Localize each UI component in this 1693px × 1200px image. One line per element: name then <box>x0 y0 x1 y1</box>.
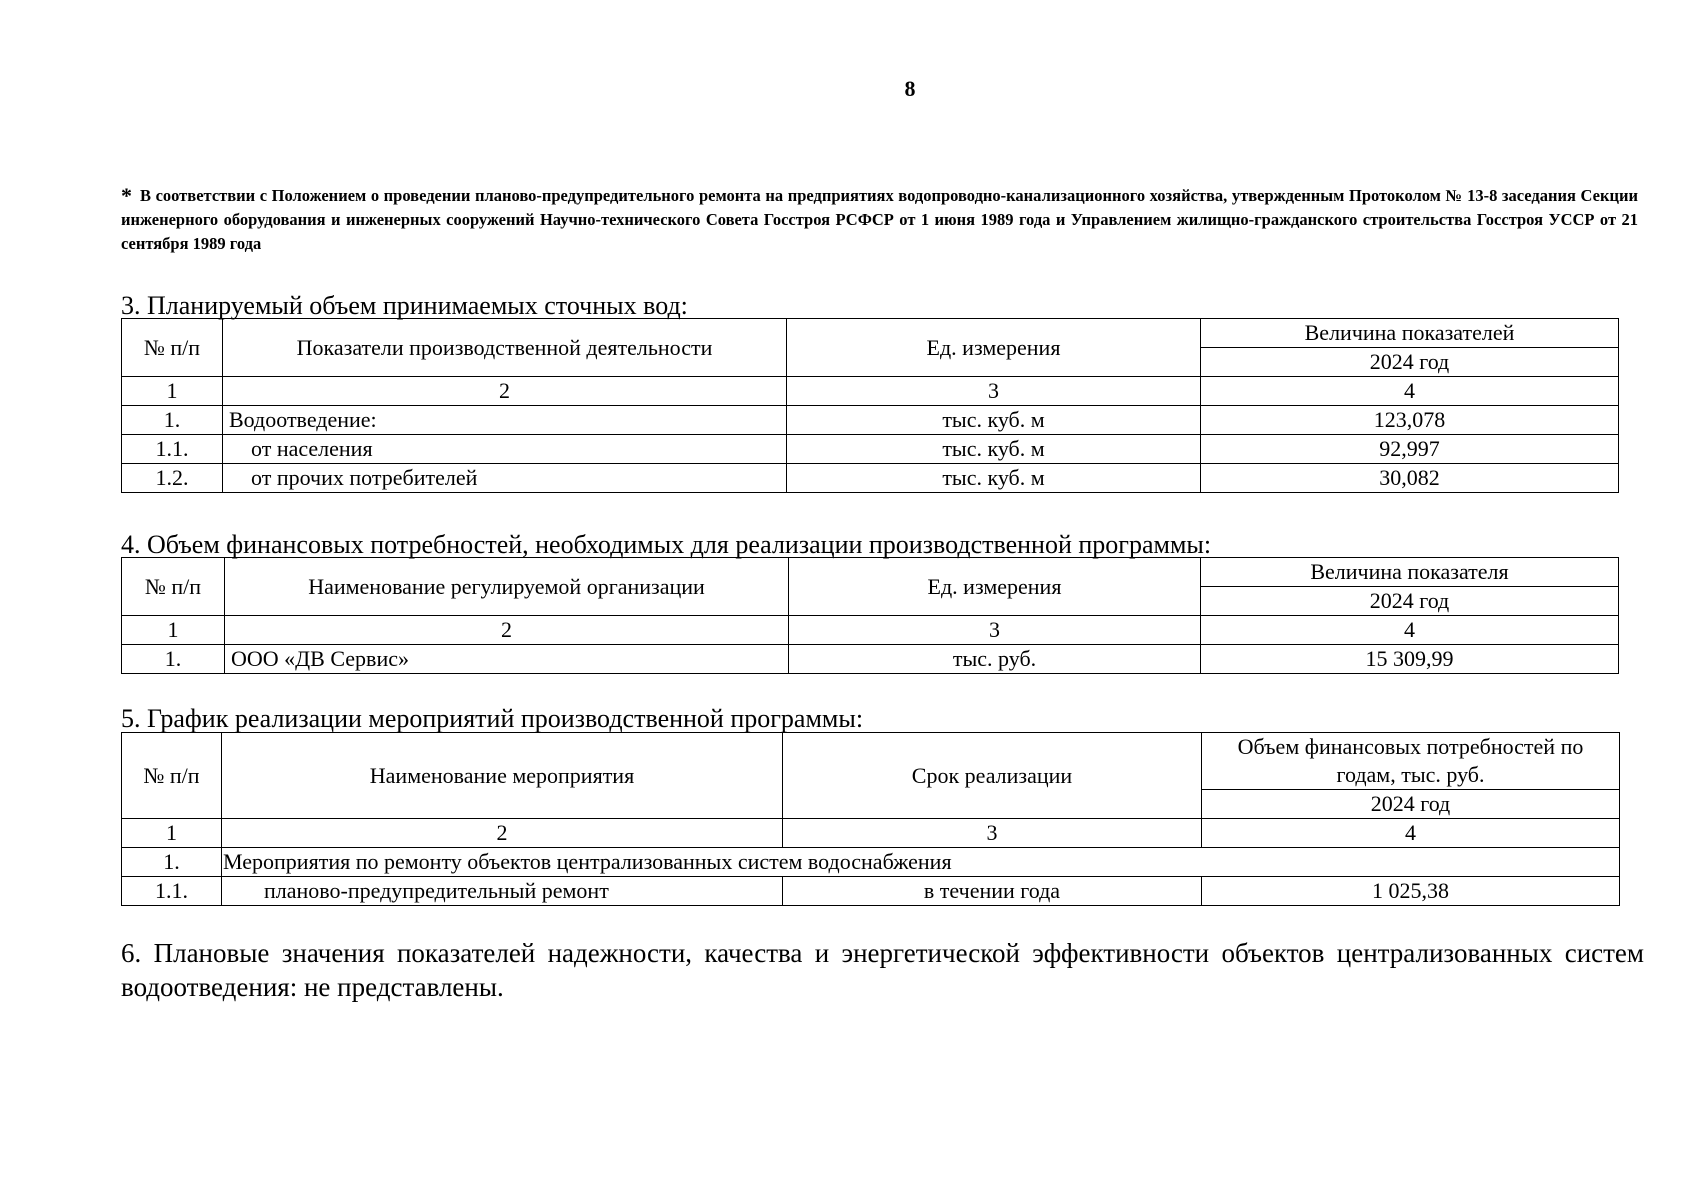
wastewater-volume-table <box>121 318 1619 493</box>
column-number: 3 <box>789 616 1201 645</box>
column-number: 4 <box>1201 616 1619 645</box>
table-row <box>122 645 1619 674</box>
header-year: 2024 год <box>1202 790 1620 819</box>
header-row <box>122 319 1619 348</box>
row-value: 1 025,38 <box>1202 877 1620 906</box>
footnote <box>121 184 1638 256</box>
header-year: 2024 год <box>1201 587 1619 616</box>
header-measure: Наименование мероприятия <box>222 733 783 819</box>
row-num: 1. <box>122 406 223 435</box>
column-number-row <box>122 819 1620 848</box>
header-unit: Ед. измерения <box>787 319 1201 377</box>
row-unit: тыс. куб. м <box>787 464 1201 493</box>
section-6-text: 6. Плановые значения показателей надежности, качества и энергетической эффективности объектов централизованных систем водоотведения: не представлены. <box>121 938 1644 1002</box>
column-number-row <box>122 616 1619 645</box>
header-unit: Ед. измерения <box>789 558 1201 616</box>
header-row <box>122 733 1620 790</box>
measures-schedule-table <box>121 732 1620 906</box>
row-num: 1.1. <box>122 435 223 464</box>
financial-needs-table <box>121 557 1619 674</box>
row-name: от населения <box>223 435 787 464</box>
column-number: 3 <box>783 819 1202 848</box>
header-value: Величина показателей <box>1201 319 1619 348</box>
column-number: 2 <box>223 377 787 406</box>
row-num: 1. <box>122 848 222 877</box>
column-number: 2 <box>222 819 783 848</box>
row-term: в течении года <box>783 877 1202 906</box>
column-number: 4 <box>1201 377 1619 406</box>
row-value: 92,997 <box>1201 435 1619 464</box>
column-number: 1 <box>122 819 222 848</box>
table-row <box>122 464 1619 493</box>
header-value: Объем финансовых потребностей по годам, тыс. руб. <box>1202 733 1620 790</box>
row-unit: тыс. руб. <box>789 645 1201 674</box>
header-organization: Наименование регулируемой организации <box>225 558 789 616</box>
column-number: 2 <box>225 616 789 645</box>
section-3-title: 3. Планируемый объем принимаемых сточных вод: <box>121 291 688 320</box>
section-4-title: 4. Объем финансовых потребностей, необходимых для реализации производственной программы: <box>121 530 1212 559</box>
column-number: 3 <box>787 377 1201 406</box>
footnote-text: В соответствии с Положением о проведении планово-предупредительного ремонта на предприятиях водопроводно-канализационного хозяйства, утвержденным Протоколом № 13-8 заседания Секции инженерного оборудования и инженерных сооружений Научно-технического Совета Госстроя РСФСР от 1 июня 1989 года и Управлением жилищно-гражданского строительства Госстроя УССР от 21 сентября 1989 года <box>121 186 1638 253</box>
row-name: планово-предупредительный ремонт <box>222 877 783 906</box>
footnote-marker: * <box>121 183 132 208</box>
header-num: № п/п <box>122 558 225 616</box>
header-indicator: Показатели производственной деятельности <box>223 319 787 377</box>
header-num: № п/п <box>122 319 223 377</box>
header-term: Срок реализации <box>783 733 1202 819</box>
table-row <box>122 406 1619 435</box>
table-row <box>122 877 1620 906</box>
row-unit: тыс. куб. м <box>787 406 1201 435</box>
row-num: 1.1. <box>122 877 222 906</box>
column-number: 1 <box>122 377 223 406</box>
column-number: 4 <box>1202 819 1620 848</box>
section-5-title: 5. График реализации мероприятий производственной программы: <box>121 704 864 733</box>
header-value: Величина показателя <box>1201 558 1619 587</box>
table-row <box>122 435 1619 464</box>
row-value: 123,078 <box>1201 406 1619 435</box>
row-num: 1.2. <box>122 464 223 493</box>
row-value: 15 309,99 <box>1201 645 1619 674</box>
group-row-name: Мероприятия по ремонту объектов централизованных систем водоснабжения <box>222 848 1620 877</box>
group-row <box>122 848 1620 877</box>
row-name: Водоотведение: <box>223 406 787 435</box>
header-num: № п/п <box>122 733 222 819</box>
row-name: от прочих потребителей <box>223 464 787 493</box>
row-unit: тыс. куб. м <box>787 435 1201 464</box>
row-name: ООО «ДВ Сервис» <box>225 645 789 674</box>
row-num: 1. <box>122 645 225 674</box>
header-year: 2024 год <box>1201 348 1619 377</box>
column-number: 1 <box>122 616 225 645</box>
row-value: 30,082 <box>1201 464 1619 493</box>
page-number: 8 <box>904 76 916 101</box>
column-number-row <box>122 377 1619 406</box>
header-row <box>122 558 1619 587</box>
